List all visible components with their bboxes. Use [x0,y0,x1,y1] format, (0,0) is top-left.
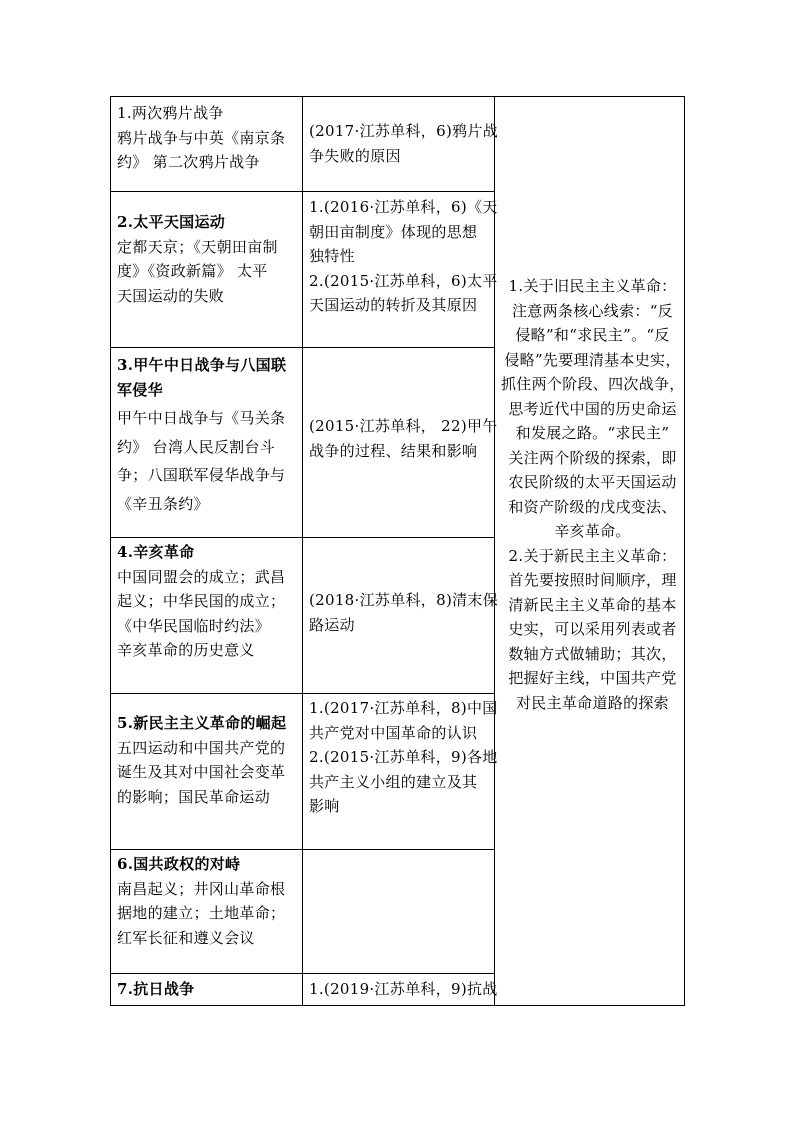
guidance-line: 关注两个阶级的探索，即 [508,448,677,467]
guidance-line: 把握好主线，中国共产党 [508,669,677,687]
row-divider [111,693,495,694]
guidance-line: 侵略”和“求民主”。“反 [515,326,670,344]
row-5-topic-cell [117,711,303,809]
guidance-line: 农民阶级的太平天国运动 [508,473,677,491]
topic-content-line: 甲午中日战争与《马关条 [117,409,286,427]
topic-title: 2.太平天国运动 [117,213,226,231]
row-7-topic-cell [117,977,303,1002]
row-3-exam-cell [309,414,498,463]
topic-content-line: 中国同盟会的成立；武昌 [117,567,286,586]
guidance-line: 1.关于旧民主主义革命： [508,277,677,295]
row-2-topic-cell [117,210,303,308]
topic-content-line: 辛亥革命的历史意义 [117,641,255,659]
row-4-topic-cell [117,540,303,663]
guidance-line: 和资产阶级的戊戌变法、 [508,497,677,516]
guidance-line: 首先要按照时间顺序，理 [508,571,677,589]
topic-content-line: 南昌起义；井冈山革命根 [117,879,286,898]
guidance-line: 数轴方式做辅助；其次， [508,644,677,663]
topic-content-line: 诞生及其对中国社会变革 [117,763,286,781]
exam-line: 1.(2017·江苏单科，8)中国 [309,699,498,717]
row-2-exam-cell [309,195,498,318]
topic-content-line: 约》 台湾人民反割台斗 [117,437,276,456]
topic-content-line: 的影响；国民革命运动 [117,787,271,806]
row-1-topic-cell [117,101,303,175]
row-1-exam-cell [309,119,498,168]
guidance-line: 注意两条核心线索：“反 [512,301,673,320]
exam-line: 战争的过程、结果和影响 [309,441,478,460]
exam-line: 路运动 [309,615,355,634]
topic-content-line: 《中华民国临时约法》 [117,616,271,635]
topic-content-line: 约》 第二次鸦片战争 [117,153,260,171]
topic-title: 军侵华 [117,380,163,399]
exam-line: 1.(2019·江苏单科，9)抗战 [309,980,498,998]
row-7-exam-cell [309,977,498,1002]
topic-title: 1.两次鸦片战争 [117,104,224,122]
study-guidance-cell [501,274,684,715]
exam-line: 天国运动的转折及其原因 [309,296,478,314]
topic-content-line: 红军长征和遵义会议 [117,928,255,947]
exam-line: (2018·江苏单科，8)清末保 [309,591,498,609]
exam-line: (2015·江苏单科， 22)甲午 [309,417,498,435]
exam-line: 独特性 [309,247,355,265]
topic-title: 6.国共政权的对峙 [117,855,241,873]
row-divider [111,849,495,850]
guidance-line: 思考近代中国的历史命运 [508,399,677,418]
guidance-line: 对民主革命道路的探索 [515,693,669,712]
row-divider [111,973,495,974]
topic-title: 4.辛亥革命 [117,543,195,561]
row-6-topic-cell [117,852,303,950]
topic-title: 7.抗日战争 [117,980,195,998]
exam-line: 朝田亩制度》体现的思想 [309,222,478,241]
exam-line: 共产党对中国革命的认识 [309,723,478,742]
exam-line: 影响 [309,797,340,815]
guidance-line: 和发展之路。“求民主” [515,424,670,442]
exam-line: 2.(2015·江苏单科，9)各地 [309,748,498,766]
topic-content-line: 据地的建立；土地革命； [117,904,286,922]
topic-title: 5.新民主主义革命的崛起 [117,714,287,732]
guidance-line: 侵略”先要理清基本史实， [504,350,681,369]
row-3-topic-cell [117,353,303,516]
topic-content-line: 定都天京；《天朝田亩制 [117,237,278,256]
topic-content-line: 起义；中华民国的成立； [117,592,286,610]
exam-line: 争失败的原因 [309,146,401,165]
guidance-line: 清新民主主义革命的基本 [508,595,677,614]
topic-content-line: 争；八国联军侵华战争与 [117,466,286,484]
exam-line: (2017·江苏单科，6)鸦片战 [309,122,498,140]
row-divider [111,191,495,192]
exam-line: 1.(2016·江苏单科，6)《天 [309,198,498,216]
exam-line: 2.(2015·江苏单科，6)太平 [309,271,498,290]
topic-content-line: 《辛丑条约》 [117,494,209,513]
row-divider [111,347,495,348]
row-4-exam-cell [309,588,498,637]
topic-content-line: 鸦片战争与中英《南京条 [117,128,286,147]
guidance-line: 辛亥革命。 [554,522,631,540]
review-table [110,96,685,1006]
row-5-exam-cell [309,696,498,819]
topic-title: 3.甲午中日战争与八国联 [117,356,287,374]
topic-content-line: 度》《资政新篇》 太平 [117,262,268,280]
exam-line: 共产主义小组的建立及其 [309,772,478,791]
topic-content-line: 天国运动的失败 [117,286,225,305]
guidance-line: 2.关于新民主主义革命： [508,546,677,565]
guidance-line: 抓住两个阶段、四次战争， [501,375,685,393]
row-divider [111,537,495,538]
guidance-line: 史实，可以采用列表或者 [508,620,677,638]
topic-content-line: 五四运动和中国共产党的 [117,738,286,757]
